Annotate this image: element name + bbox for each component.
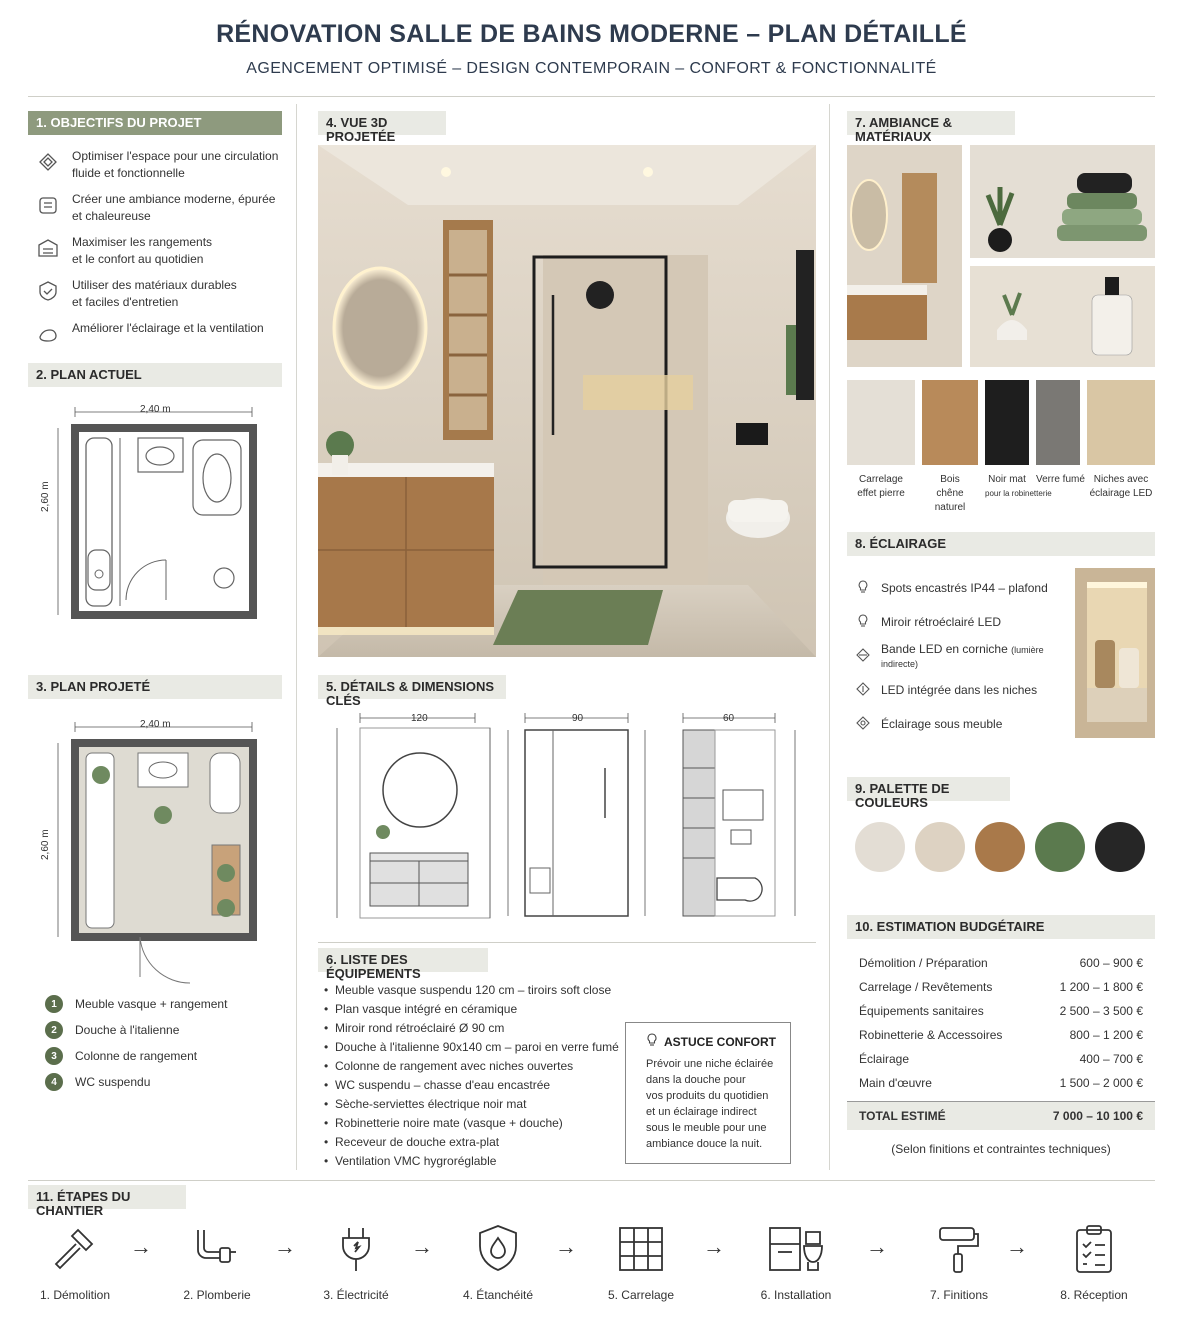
section-lighting-title: 8. ÉCLAIRAGE xyxy=(847,532,1155,556)
budget-value: 400 – 700 € xyxy=(1079,1052,1143,1066)
material-swatch-label-line: Noir mat xyxy=(988,474,1026,485)
step-label: 3. Électricité xyxy=(323,1288,389,1302)
comfort-tip-body xyxy=(646,1056,780,1152)
budget-label: Carrelage / Revêtements xyxy=(859,980,993,994)
lighting-label: Bande LED en corniche xyxy=(881,642,1008,656)
comfort-tip-header xyxy=(646,1033,780,1050)
equipment-item: • WC suspendu – chasse d'eau encastrée xyxy=(324,1076,619,1095)
comfort-tip-line: Prévoir une niche éclairée xyxy=(646,1058,774,1070)
budget-value: 1 500 – 2 000 € xyxy=(1059,1076,1143,1090)
current-plan-drawing xyxy=(40,400,270,625)
color-swatch xyxy=(855,822,905,872)
step-label: 5. Carrelage xyxy=(607,1288,675,1302)
step-label: 8. Réception xyxy=(1060,1288,1128,1302)
comfort-tip-line: sous le meuble pour une xyxy=(646,1122,767,1134)
eco-icon xyxy=(34,277,62,305)
equipment-item: • Plan vasque intégré en céramique xyxy=(324,1000,619,1019)
material-swatch-label xyxy=(922,473,978,515)
legend-item xyxy=(45,1069,285,1095)
step-label: 4. Étanchéité xyxy=(462,1288,534,1302)
led-strip-icon xyxy=(855,647,871,666)
legend-number: 3 xyxy=(45,1047,63,1065)
equipment-item: • Receveur de douche extra-plat xyxy=(324,1133,619,1152)
niche-light-icon xyxy=(855,681,871,700)
legend-label: WC suspendu xyxy=(75,1075,151,1089)
color-palette xyxy=(855,822,1145,872)
budget-value: 2 500 – 3 500 € xyxy=(1059,1004,1143,1018)
color-swatch xyxy=(1035,822,1085,872)
budget-value: 1 200 – 1 800 € xyxy=(1059,980,1143,994)
pipe-icon xyxy=(162,1218,272,1280)
tiles-icon xyxy=(586,1218,696,1280)
header-divider xyxy=(28,96,1155,97)
budget-row xyxy=(847,1023,1155,1047)
budget-total-value: 7 000 – 10 100 € xyxy=(1052,1109,1143,1123)
step-arrow: → xyxy=(555,1234,577,1259)
objective-item xyxy=(34,320,284,354)
section-palette-title: 9. PALETTE DE COULEURS xyxy=(847,777,1010,801)
section-current-plan-title: 2. PLAN ACTUEL xyxy=(28,363,282,387)
legend-item xyxy=(45,991,285,1017)
lighting-list xyxy=(855,571,1075,741)
legend-item xyxy=(45,1017,285,1043)
step-arrow: → xyxy=(130,1234,152,1259)
material-swatch-label-line: Bois xyxy=(940,474,960,485)
step-label: 6. Installation xyxy=(760,1288,832,1302)
equipment-item: • Douche à l'italienne 90x140 cm – paroi en verre fumé xyxy=(324,1038,619,1057)
material-swatch-label-line: Carrelage xyxy=(859,474,903,485)
section-steps-title: 11. ÉTAPES DU CHANTIER xyxy=(28,1185,186,1209)
budget-row xyxy=(847,951,1155,975)
budget-row xyxy=(847,999,1155,1023)
budget-table xyxy=(847,951,1155,1156)
3d-render-image xyxy=(318,145,816,657)
budget-label: Éclairage xyxy=(859,1052,910,1066)
material-swatch-label-line: chêne naturel xyxy=(934,488,966,513)
projected-plan-drawing xyxy=(40,715,270,985)
current-plan-width-label: 2,40 m xyxy=(140,404,171,415)
budget-label: Robinetterie & Accessoires xyxy=(859,1028,1003,1042)
section-details-title: 5. DÉTAILS & DIMENSIONS CLÉS xyxy=(318,675,506,699)
steps-timeline xyxy=(20,1218,1163,1308)
step-label: 1. Démolition xyxy=(39,1288,111,1302)
budget-row xyxy=(847,975,1155,999)
section-budget-title: 10. ESTIMATION BUDGÉTAIRE xyxy=(847,915,1155,939)
current-plan-height-label: 2,60 m xyxy=(40,481,51,512)
lighting-item xyxy=(855,707,1075,741)
equipment-item: • Robinetterie noire mate (vasque + douche) xyxy=(324,1114,619,1133)
budget-note: (Selon finitions et contraintes techniques) xyxy=(891,1142,1111,1156)
objective-text: et chaleureuse xyxy=(72,209,151,223)
step-item xyxy=(1039,1218,1149,1302)
budget-label: Équipements sanitaires xyxy=(859,1004,984,1018)
color-swatch xyxy=(1095,822,1145,872)
objective-text: Créer une ambiance moderne, épurée xyxy=(72,192,276,206)
elevation-drawings xyxy=(325,708,815,930)
objective-text: et le confort au quotidien xyxy=(72,252,204,266)
legend-label: Meuble vasque + rangement xyxy=(75,997,228,1011)
paint-roller-icon xyxy=(904,1218,1014,1280)
checklist-icon xyxy=(1039,1218,1149,1280)
section-3d-view-title: 4. VUE 3D PROJETÉE xyxy=(318,111,446,135)
legend-item xyxy=(45,1043,285,1069)
step-arrow: → xyxy=(411,1234,433,1259)
material-swatch xyxy=(985,380,1052,515)
waterproof-shield-icon xyxy=(443,1218,553,1280)
section-objectives-title: 1. OBJECTIFS DU PROJET xyxy=(28,111,282,135)
comfort-tip-line: ambiance douce la nuit. xyxy=(646,1138,763,1150)
step-arrow: → xyxy=(274,1234,296,1259)
objective-text: et faciles d'entretien xyxy=(72,295,179,309)
section-equipment-title: 6. LISTE DES ÉQUIPEMENTS xyxy=(318,948,488,972)
page-title: RÉNOVATION SALLE DE BAINS MODERNE – PLAN DÉTAILLÉ xyxy=(216,20,967,48)
comfort-tip-line: dans la douche pour xyxy=(646,1074,746,1086)
page-subtitle: AGENCEMENT OPTIMISÉ – DESIGN CONTEMPORAIN – CONFORT & FONCTIONNALITÉ xyxy=(246,60,937,77)
legend-number: 4 xyxy=(45,1073,63,1091)
mood-board-photos xyxy=(847,145,1155,367)
objectives-list xyxy=(34,148,284,354)
lighting-item xyxy=(855,605,1075,639)
objective-item xyxy=(34,191,284,234)
legend-label: Douche à l'italienne xyxy=(75,1023,180,1037)
objective-text: Maximiser les rangements xyxy=(72,235,213,249)
column-divider-right xyxy=(829,104,830,1170)
step-item xyxy=(162,1218,272,1302)
spotlight-icon xyxy=(855,579,871,598)
lighting-item xyxy=(855,673,1075,707)
material-swatch xyxy=(922,380,978,515)
material-swatch-label xyxy=(1087,473,1155,501)
section-materials-title: 7. AMBIANCE & MATÉRIAUX xyxy=(847,111,1015,135)
lightbulb-icon xyxy=(646,1033,658,1050)
material-swatch-label xyxy=(847,473,915,501)
material-swatch-sample xyxy=(1087,380,1155,465)
steps-divider xyxy=(28,1180,1155,1181)
legend-number: 2 xyxy=(45,1021,63,1039)
layout-icon xyxy=(34,148,62,176)
equipment-item: • Ventilation VMC hygroréglable xyxy=(324,1152,619,1171)
material-swatch xyxy=(847,380,915,515)
lit-niche-photo xyxy=(1075,568,1155,738)
equipment-item: • Sèche-serviettes électrique noir mat xyxy=(324,1095,619,1114)
material-swatch xyxy=(1087,380,1155,515)
budget-row xyxy=(847,1071,1155,1095)
material-swatch xyxy=(1036,380,1085,515)
mirror-light-icon xyxy=(855,613,871,632)
budget-value: 600 – 900 € xyxy=(1079,956,1143,970)
budget-row xyxy=(847,1047,1155,1071)
comfort-tip-box xyxy=(625,1022,791,1164)
shower-width-dim: 90 xyxy=(572,713,584,724)
budget-value: 800 – 1 200 € xyxy=(1069,1028,1143,1042)
comfort-tip-line: vos produits du quotidien xyxy=(646,1090,769,1102)
comfort-tip-line: et un éclairage indirect xyxy=(646,1106,757,1118)
equipment-list xyxy=(324,981,619,1171)
color-swatch xyxy=(915,822,965,872)
installation-icon xyxy=(741,1218,851,1280)
legend-number: 1 xyxy=(45,995,63,1013)
storage-icon xyxy=(34,234,62,262)
design-icon xyxy=(34,191,62,219)
step-item xyxy=(20,1218,130,1302)
material-swatch-sample xyxy=(1036,380,1080,465)
step-item xyxy=(586,1218,696,1302)
objective-item xyxy=(34,148,284,191)
projected-plan-width-label: 2,40 m xyxy=(140,719,171,730)
objective-item xyxy=(34,234,284,277)
lighting-label: LED intégrée dans les niches xyxy=(881,683,1038,697)
lighting-label: Éclairage sous meuble xyxy=(881,717,1003,731)
objective-text: Utiliser des matériaux durables xyxy=(72,278,237,292)
material-swatch-label-line: effet pierre xyxy=(857,488,905,499)
step-item xyxy=(301,1218,411,1302)
lighting-item xyxy=(855,639,1075,673)
details-divider xyxy=(318,942,816,943)
step-label: 7. Finitions xyxy=(929,1288,989,1302)
color-swatch xyxy=(975,822,1025,872)
objective-text: fluide et fonctionnelle xyxy=(72,166,185,180)
equipment-item: • Miroir rond rétroéclairé Ø 90 cm xyxy=(324,1019,619,1038)
material-swatch-label xyxy=(1036,473,1085,487)
budget-label: Démolition / Préparation xyxy=(859,956,988,970)
projected-plan-height-label: 2,60 m xyxy=(40,829,51,860)
legend-label: Colonne de rangement xyxy=(75,1049,198,1063)
step-item xyxy=(741,1218,851,1302)
step-item xyxy=(904,1218,1014,1302)
vanity-width-dim: 120 xyxy=(411,713,428,724)
under-cabinet-light-icon xyxy=(855,715,871,734)
material-swatch-label xyxy=(985,473,1052,501)
lighting-item xyxy=(855,571,1075,605)
objective-text: Optimiser l'espace pour une circulation xyxy=(72,149,279,163)
equipment-item: • Colonne de rangement avec niches ouvertes xyxy=(324,1057,619,1076)
lighting-label: Spots encastrés IP44 – plafond xyxy=(881,581,1048,595)
light-ventilation-icon xyxy=(34,320,62,348)
step-item xyxy=(443,1218,553,1302)
projected-plan-legend xyxy=(45,991,285,1095)
material-swatch-label-line: pour la robinetterie xyxy=(985,489,1052,498)
material-swatch-label-line: éclairage LED xyxy=(1089,488,1153,499)
objective-item xyxy=(34,277,284,320)
material-swatch-sample xyxy=(847,380,915,465)
material-swatch-sample xyxy=(985,380,1029,465)
budget-total-label: TOTAL ESTIMÉ xyxy=(859,1109,946,1123)
step-arrow: → xyxy=(1006,1234,1028,1259)
step-arrow: → xyxy=(703,1234,725,1259)
equipment-item: • Meuble vasque suspendu 120 cm – tiroirs soft close xyxy=(324,981,619,1000)
material-swatch-sample xyxy=(922,380,978,465)
budget-label: Main d'œuvre xyxy=(859,1076,932,1090)
section-projected-plan-title: 3. PLAN PROJETÉ xyxy=(28,675,282,699)
objective-text: Améliorer l'éclairage et la ventilation xyxy=(72,321,264,335)
lighting-label: Miroir rétroéclairé LED xyxy=(881,615,1002,629)
budget-total-row xyxy=(847,1102,1155,1130)
plug-icon xyxy=(301,1218,411,1280)
column-divider-left xyxy=(296,104,297,1170)
column-width-dim: 60 xyxy=(723,713,735,724)
material-swatch-label-line: Niches avec xyxy=(1093,474,1149,485)
step-arrow: → xyxy=(866,1234,888,1259)
step-label: 2. Plomberie xyxy=(183,1288,251,1302)
comfort-tip-title: ASTUCE CONFORT xyxy=(664,1034,776,1049)
lighting-note: (lumière indirecte) xyxy=(881,645,1044,669)
hammer-icon xyxy=(20,1218,130,1280)
material-swatches xyxy=(847,380,1155,515)
material-swatch-label-line: Verre fumé xyxy=(1036,474,1085,485)
